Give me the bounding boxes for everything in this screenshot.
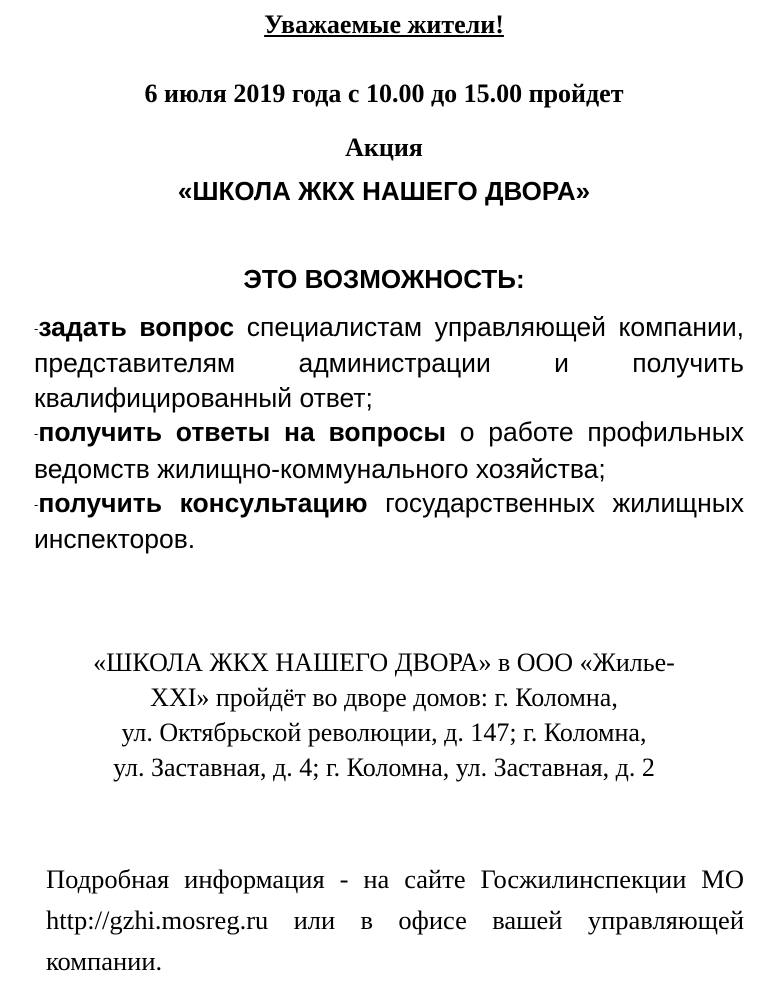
bullet-text: о работе профильных ведомств жилищно-коммунального хозяйства; <box>34 417 744 484</box>
bullet-dash: - <box>34 496 39 512</box>
bullet-text: государственных жилищных инспекторов. <box>34 488 744 555</box>
event-date-line: 6 июля 2019 года с 10.00 до 15.00 пройдет <box>144 79 624 108</box>
bullet-text: специалистам управляющей компании, представителям администрации и получить квалифицированный ответ; <box>34 312 745 413</box>
location-line: ул. Заставная, д. 4; г. Коломна, ул. Заставная, д. 2 <box>113 753 655 782</box>
bullet-item <box>34 310 744 415</box>
bullet-list <box>34 310 744 557</box>
location-line: ул. Октябрьской революции, д. 147; г. Коломна, <box>121 718 647 747</box>
location-paragraph <box>0 645 768 785</box>
info-paragraph: Подробная информация - на сайте Госжилинспекции МО http://gzhi.mosreg.ru или в офисе вашей управляющей компании. <box>46 864 744 976</box>
location-line: XXI» пройдёт во дворе домов: г. Коломна, <box>150 683 618 712</box>
bullet-item <box>34 486 744 557</box>
event-label: Акция <box>345 133 423 162</box>
bullet-bold-text: получить консультацию <box>38 488 368 518</box>
location-line: «ШКОЛА ЖКХ НАШЕГО ДВОРА» в ООО «Жилье- <box>93 648 675 677</box>
bullet-item <box>34 415 744 486</box>
event-name: «ШКОЛА ЖКХ НАШЕГО ДВОРА» <box>177 176 591 206</box>
possibility-heading: ЭТО ВОЗМОЖНОСТЬ: <box>243 264 525 294</box>
bullet-bold-text: получить ответы на вопросы <box>38 417 446 448</box>
bullet-dash: - <box>34 426 39 441</box>
bullet-bold-text: задать вопрос <box>38 312 235 342</box>
bullet-dash: - <box>34 320 39 336</box>
greeting-heading: Уважаемые жители! <box>264 10 504 39</box>
